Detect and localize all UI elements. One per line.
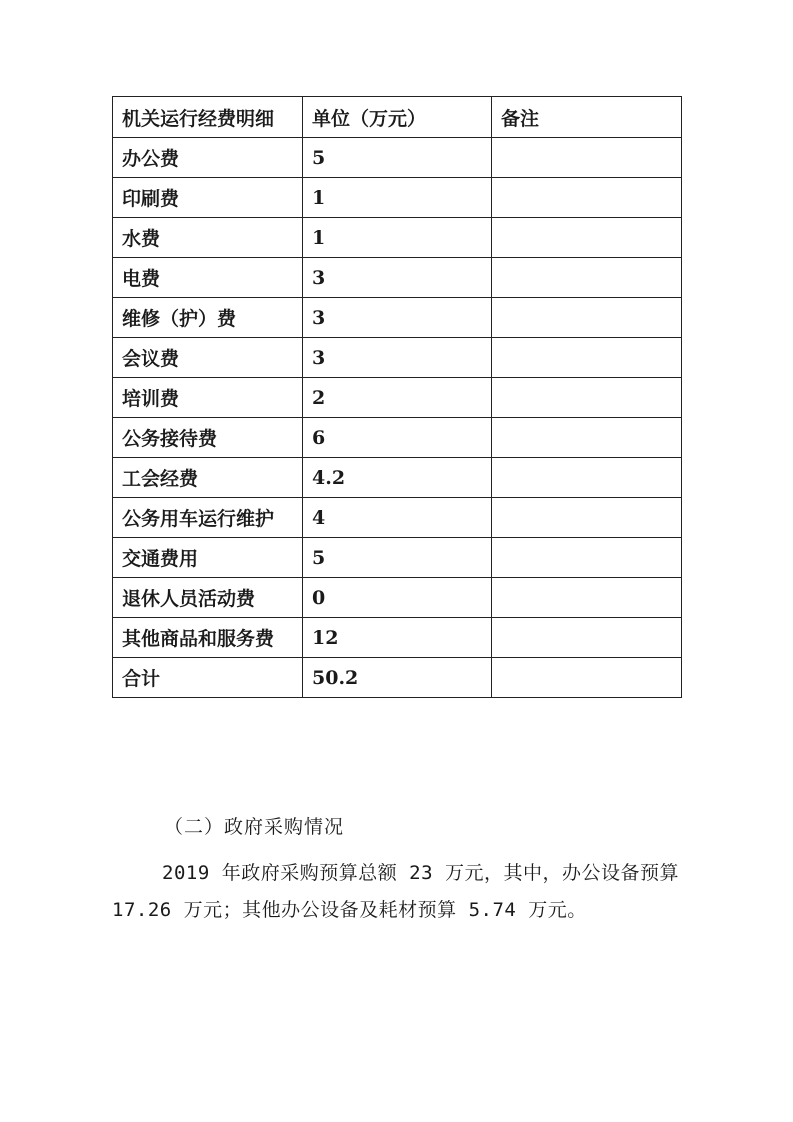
cell-item: 其他商品和服务费 (113, 618, 303, 658)
cell-amount: 6 (303, 418, 492, 458)
table-row (113, 338, 682, 378)
table-row (113, 458, 682, 498)
table-row (113, 298, 682, 338)
cell-note (492, 178, 682, 218)
cell-amount: 4 (303, 498, 492, 538)
cell-amount: 1 (303, 218, 492, 258)
cell-item: 工会经费 (113, 458, 303, 498)
cell-item: 退休人员活动费 (113, 578, 303, 618)
cell-note (492, 458, 682, 498)
cell-note (492, 658, 682, 698)
cell-note (492, 298, 682, 338)
section-heading: （二）政府采购情况 (164, 816, 345, 838)
cell-amount: 5 (303, 538, 492, 578)
cell-note (492, 378, 682, 418)
cell-note (492, 498, 682, 538)
cell-item: 水费 (113, 218, 303, 258)
table-row (113, 378, 682, 418)
cell-item: 会议费 (113, 338, 303, 378)
cell-amount: 50.2 (303, 658, 492, 698)
table-row (113, 218, 682, 258)
table-row (113, 258, 682, 298)
header-note: 备注 (492, 97, 682, 138)
cell-item: 培训费 (113, 378, 303, 418)
header-item: 机关运行经费明细 (113, 97, 303, 138)
table-row (113, 418, 682, 458)
cell-amount: 3 (303, 298, 492, 338)
cell-amount: 4.2 (303, 458, 492, 498)
header-amount: 单位（万元） (303, 97, 492, 138)
cell-note (492, 538, 682, 578)
cell-amount: 1 (303, 178, 492, 218)
table-row (113, 658, 682, 698)
cell-item: 电费 (113, 258, 303, 298)
table-header-row (113, 97, 682, 138)
table-body (113, 138, 682, 698)
cell-note (492, 138, 682, 178)
cell-amount: 3 (303, 258, 492, 298)
procurement-paragraph: 2019 年政府采购预算总额 23 万元，其中，办公设备预算 17.26 万元；其他办公设备及耗材预算 5.74 万元。 (112, 862, 679, 921)
cell-note (492, 418, 682, 458)
operating-expenses-table (112, 96, 682, 698)
cell-item: 交通费用 (113, 538, 303, 578)
cell-amount: 0 (303, 578, 492, 618)
cell-note (492, 578, 682, 618)
table-row (113, 138, 682, 178)
table-row (113, 618, 682, 658)
cell-amount: 2 (303, 378, 492, 418)
table-row (113, 538, 682, 578)
cell-item: 合计 (113, 658, 303, 698)
cell-amount: 3 (303, 338, 492, 378)
cell-note (492, 218, 682, 258)
table-row (113, 178, 682, 218)
cell-item: 维修（护）费 (113, 298, 303, 338)
cell-item: 公务接待费 (113, 418, 303, 458)
cell-item: 办公费 (113, 138, 303, 178)
cell-note (492, 258, 682, 298)
cell-amount: 5 (303, 138, 492, 178)
cell-item: 公务用车运行维护 (113, 498, 303, 538)
cell-item: 印刷费 (113, 178, 303, 218)
table-row (113, 498, 682, 538)
table-row (113, 578, 682, 618)
cell-note (492, 618, 682, 658)
cell-note (492, 338, 682, 378)
cell-amount: 12 (303, 618, 492, 658)
